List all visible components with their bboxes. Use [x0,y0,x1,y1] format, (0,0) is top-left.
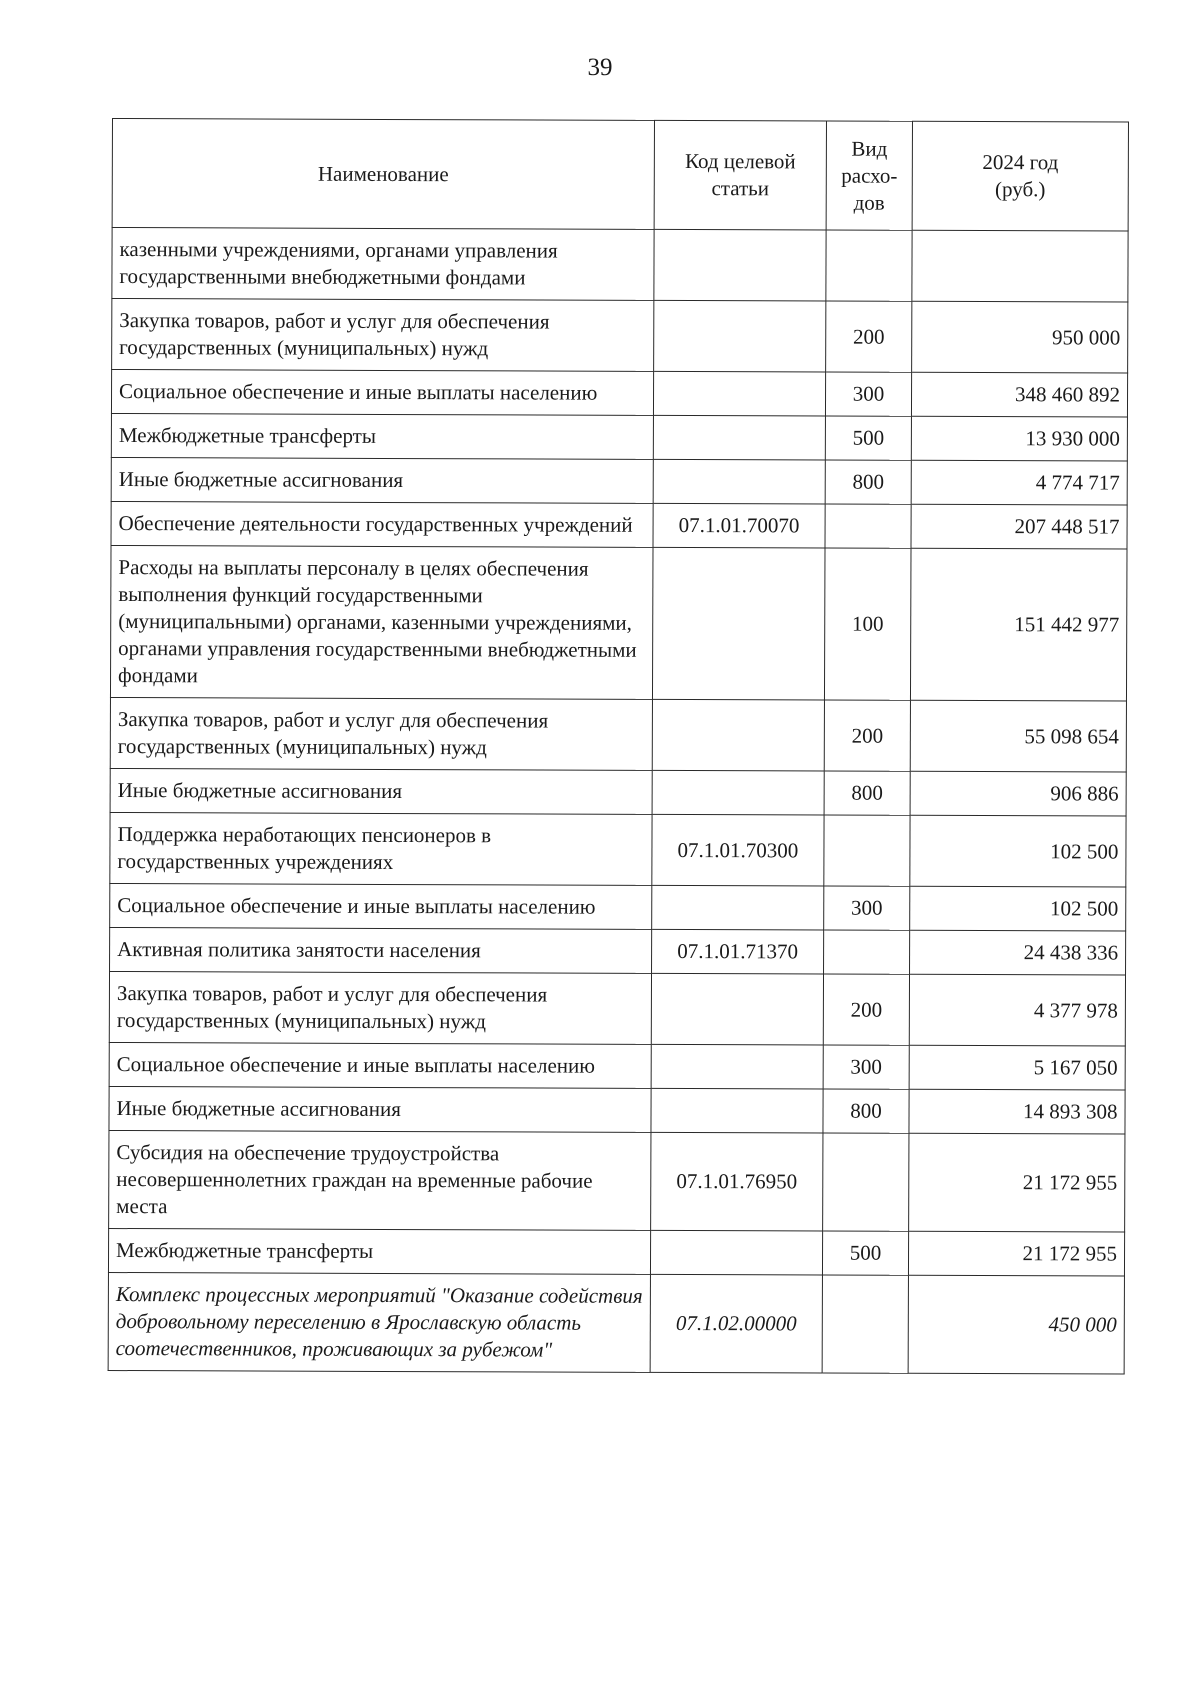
header-kind-line: дов [853,190,885,215]
header-code-line: Код целевой [684,149,796,174]
header-amount-line: 2024 год [982,150,1059,175]
cell-name: казенными учреждениями, органами управления государственными внебюджетными фондами [112,228,654,301]
cell-kind: 200 [826,301,912,372]
table-row [109,1042,1125,1090]
header-code-line: статьи [711,176,770,201]
page-number: 39 [587,54,613,81]
cell-name: Социальное обеспечение и иные выплаты населению [110,883,652,929]
table-row [109,1086,1125,1134]
header-kind-line: Вид [851,136,888,161]
cell-kind [822,1275,908,1373]
cell-amount: 950 000 [912,301,1128,373]
table-row [108,1272,1124,1374]
cell-name: Социальное обеспечение и иные выплаты населению [109,1042,651,1088]
table-row [110,812,1126,887]
cell-code: 07.1.01.71370 [652,929,824,974]
cell-kind: 100 [824,548,911,700]
cell-amount: 906 886 [910,771,1126,816]
cell-kind: 500 [825,416,911,460]
cell-code [650,1230,822,1275]
cell-amount: 102 500 [910,815,1126,887]
cell-code: 07.1.01.76950 [651,1132,823,1231]
cell-name: Социальное обеспечение и иные выплаты населению [111,370,653,416]
cell-code [652,547,825,700]
table-row [111,501,1127,549]
cell-amount: 5 167 050 [909,1045,1125,1090]
cell-name: Поддержка неработающих пенсионеров в государственных учреждениях [110,812,652,885]
cell-kind: 300 [824,886,910,930]
table-row [109,1130,1125,1232]
cell-kind [824,815,910,886]
cell-code [654,229,826,301]
cell-name: Обеспечение деятельности государственных учреждений [111,501,653,547]
table-row [110,545,1127,701]
cell-code [653,459,825,504]
budget-table [108,118,1129,1375]
cell-name: Межбюджетные трансферты [108,1228,650,1274]
cell-code [652,770,824,815]
cell-code [651,973,823,1045]
header-kind [826,121,912,230]
cell-code [651,1088,823,1133]
cell-amount: 102 500 [910,886,1126,931]
cell-name: Иные бюджетные ассигнования [111,457,653,503]
table-row [110,697,1126,772]
cell-code [653,371,825,416]
table-row [109,971,1125,1046]
cell-name: Комплекс процессных мероприятий "Оказание содействия добровольному переселению в Ярославскую область соотечественников, проживающих за рубежом" [108,1272,650,1372]
cell-code: 07.1.02.00000 [650,1274,822,1373]
cell-amount: 21 172 955 [909,1133,1125,1232]
cell-amount: 14 893 308 [909,1089,1125,1134]
cell-kind: 800 [825,460,911,504]
cell-amount: 4 377 978 [909,974,1125,1046]
cell-amount: 207 448 517 [911,504,1127,549]
cell-amount: 151 442 977 [910,548,1127,701]
cell-name: Межбюджетные трансферты [111,413,653,459]
cell-amount: 24 438 336 [910,930,1126,975]
cell-kind [825,504,911,548]
cell-amount: 55 098 654 [910,700,1126,772]
table-row [111,370,1127,418]
table-row [110,883,1126,931]
cell-name: Расходы на выплаты персоналу в целях обеспечения выполнения функций государственными (муниципальными) органами, казенными учреждениями, органами управления государственными внебюджетными фондами [110,545,653,699]
header-name: Наименование [112,119,654,230]
cell-kind: 800 [823,1089,909,1133]
cell-name: Закупка товаров, работ и услуг для обеспечения государственных (муниципальных) нужд [109,971,651,1044]
cell-amount: 348 460 892 [911,372,1127,417]
cell-amount: 13 930 000 [911,416,1127,461]
cell-code [654,300,826,372]
cell-code [653,415,825,460]
header-row [112,119,1128,232]
cell-kind [826,230,912,301]
cell-code: 07.1.01.70300 [652,814,824,886]
table-row [111,413,1127,461]
cell-amount: 4 774 717 [911,460,1127,505]
cell-kind: 200 [823,974,909,1045]
cell-kind: 800 [824,771,910,815]
cell-name: Закупка товаров, работ и услуг для обеспечения государственных (муниципальных) нужд [112,299,654,372]
cell-kind [823,1133,909,1231]
table-row [111,457,1127,505]
cell-code [651,1044,823,1089]
cell-code [652,885,824,930]
cell-code [652,699,824,771]
cell-kind: 200 [824,700,910,771]
header-code [654,120,826,230]
cell-kind: 300 [825,372,911,416]
cell-name: Иные бюджетные ассигнования [110,768,652,814]
cell-name: Активная политика занятости населения [110,927,652,973]
table-row [108,1228,1124,1276]
table-row [110,768,1126,816]
cell-code: 07.1.01.70070 [653,503,825,548]
cell-amount: 450 000 [908,1275,1124,1374]
cell-name: Субсидия на обеспечение трудоустройства несовершеннолетних граждан на временные рабочие места [109,1130,651,1230]
table-row [112,299,1128,374]
cell-amount [912,230,1128,302]
header-amount [912,121,1128,231]
table-body [108,228,1128,1375]
cell-amount: 21 172 955 [908,1231,1124,1276]
table-row [112,228,1128,303]
cell-kind: 300 [823,1045,909,1089]
cell-kind [824,930,910,974]
header-kind-line: расхо- [841,163,898,188]
header-amount-line: (руб.) [995,177,1046,202]
table-row [110,927,1126,975]
cell-name: Иные бюджетные ассигнования [109,1086,651,1132]
cell-name: Закупка товаров, работ и услуг для обеспечения государственных (муниципальных) нужд [110,697,652,770]
cell-kind: 500 [822,1231,908,1275]
